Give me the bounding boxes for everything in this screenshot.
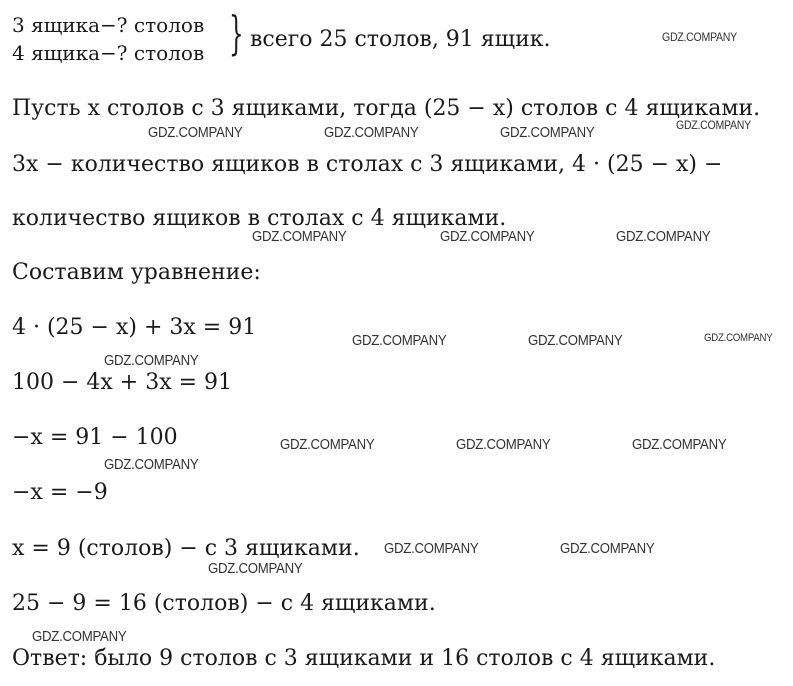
- solution-line-3: количество ящиков в столах с 4 ящиками.: [12, 206, 507, 231]
- watermark: GDZ.COMPANY: [704, 332, 773, 344]
- curly-brace: }: [229, 6, 244, 60]
- watermark: GDZ.COMPANY: [32, 628, 127, 645]
- watermark: GDZ.COMPANY: [148, 124, 243, 141]
- given-line-1: 3 ящика−? столов: [12, 13, 205, 37]
- watermark: GDZ.COMPANY: [616, 228, 711, 245]
- watermark: GDZ.COMPANY: [252, 228, 347, 245]
- equation-line-2: 100 − 4x + 3x = 91: [12, 370, 233, 395]
- watermark: GDZ.COMPANY: [440, 228, 535, 245]
- watermark: GDZ.COMPANY: [324, 124, 419, 141]
- result-line-1: x = 9 (столов) − с 3 ящиками.: [12, 536, 360, 561]
- given-line-2: 4 ящика−? столов: [12, 41, 205, 65]
- watermark: GDZ.COMPANY: [352, 332, 447, 349]
- watermark: GDZ.COMPANY: [208, 560, 303, 577]
- watermark: GDZ.COMPANY: [560, 540, 655, 557]
- solution-line-4: Составим уравнение:: [12, 260, 261, 285]
- watermark: GDZ.COMPANY: [104, 456, 199, 473]
- result-line-2: 25 − 9 = 16 (столов) − с 4 ящиками.: [12, 591, 436, 616]
- given-total: всего 25 столов, 91 ящик.: [250, 27, 551, 52]
- watermark: GDZ.COMPANY: [528, 332, 623, 349]
- watermark: GDZ.COMPANY: [280, 436, 375, 453]
- equation-line-4: −x = −9: [12, 480, 108, 505]
- watermark: GDZ.COMPANY: [500, 124, 595, 141]
- solution-line-1: Пусть x столов с 3 ящиками, тогда (25 − x) столов с 4 ящиками.: [12, 96, 761, 121]
- watermark: GDZ.COMPANY: [632, 436, 727, 453]
- solution-line-2: 3x − количество ящиков в столах с 3 ящиками, 4 · (25 − x) −: [12, 152, 723, 177]
- equation-line-3: −x = 91 − 100: [12, 425, 178, 450]
- watermark: GDZ.COMPANY: [676, 118, 751, 132]
- answer-line: Ответ: было 9 столов с 3 ящиками и 16 столов с 4 ящиками.: [12, 646, 716, 671]
- watermark: GDZ.COMPANY: [104, 352, 199, 369]
- equation-line-1: 4 · (25 − x) + 3x = 91: [12, 315, 257, 340]
- watermark: GDZ.COMPANY: [456, 436, 551, 453]
- watermark: GDZ.COMPANY: [384, 540, 479, 557]
- watermark: GDZ.COMPANY: [662, 30, 737, 44]
